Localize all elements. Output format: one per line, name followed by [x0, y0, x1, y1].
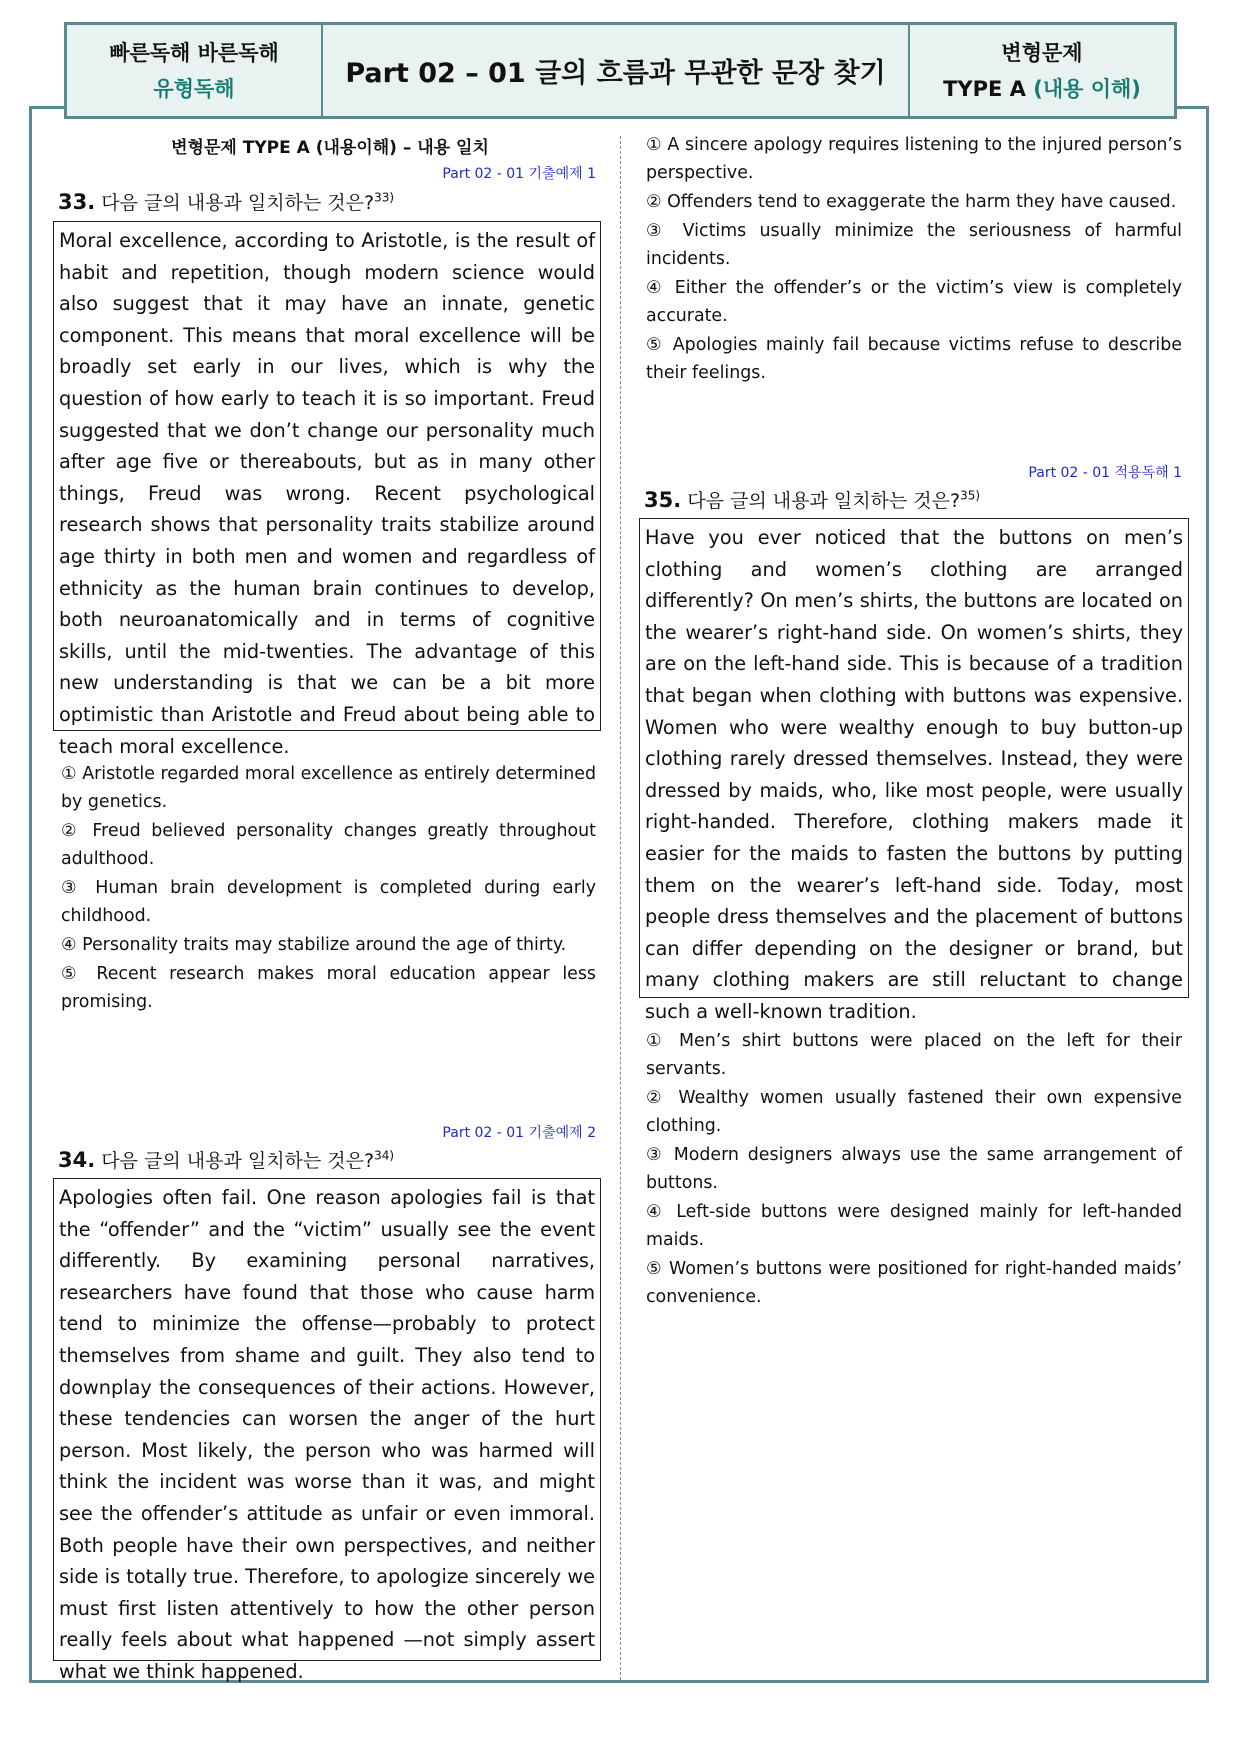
q33-option-2[interactable]: ② Freud believed personality changes greatly throughout adulthood. [61, 821, 596, 869]
q35-footnote: 35) [960, 488, 981, 503]
q35-prompt: 다음 글의 내용과 일치하는 것은? [681, 490, 961, 512]
column-divider [620, 136, 621, 1680]
page-title: Part 02 – 01 글의 흐름과 무관한 문장 찾기 [345, 58, 886, 89]
q33-option-1[interactable]: ① Aristotle regarded moral excellence as entirely determined by genetics. [61, 764, 596, 812]
q35-options [646, 1027, 1182, 1312]
q33-options [61, 760, 596, 1017]
q33-option-4[interactable]: ④ Personality traits may stabilize around the age of thirty. [61, 935, 567, 955]
q34-passage: Apologies often fail. One reason apologies fail is that the “offender” and the “victim” usually see the event differently. By examining personal narratives, researchers have found that those who cause harm tend to minimize the offense—probably to protect themselves from shame and guilt. They also tend to downplay the consequences of their actions. However, these tendencies can worsen the anger of the hurt person. Most likely, the person who was harmed will think the incident was worse than it was, and might see the offender’s attitude as unfair or even immoral. Both people have their own perspectives, and neither side is totally true. Therefore, to apologize sincerely we must first listen attentively to how the other person really feels about what happened —not simply assert what we think happened. [53, 1178, 601, 1661]
header-book-subtitle: 유형독해 [153, 76, 235, 101]
q35-reference: Part 02 - 01 적용독해 1 [1028, 465, 1182, 481]
header-type-line [943, 71, 1141, 107]
header-type-desc: (내용 이해) [1033, 76, 1141, 101]
q34-heading [58, 1146, 394, 1173]
q35-option-4[interactable]: ④ Left-side buttons were designed mainly for left-handed maids. [646, 1202, 1182, 1250]
q34-reference: Part 02 - 01 기출예제 2 [442, 1125, 596, 1141]
section-title: 변형문제 TYPE A (내용이해) – 내용 일치 [171, 138, 489, 158]
page-header [64, 22, 1177, 119]
header-title-cell [323, 25, 910, 116]
q33-prompt: 다음 글의 내용과 일치하는 것은? [95, 192, 375, 214]
q35-passage: Have you ever noticed that the buttons on men’s clothing and women’s clothing are arranged differently? On men’s shirts, the buttons are located on the wearer’s right-hand side. On women’s shirts, they are on the left-hand side. This is because of a tradition that began when clothing with buttons was expensive. Women who were wealthy enough to buy button-up clothing rarely dressed themselves. Instead, they were dressed by maids, who, like most people, were usually right-handed. Therefore, clothing makers made it easier for the maids to fasten the buttons by putting them on the wearer’s left-hand side. Today, most people dress themselves and the placement of buttons can differ depending on the designer or brand, but many clothing makers are still reluctant to change such a well-known tradition. [639, 518, 1189, 998]
q34-prompt: 다음 글의 내용과 일치하는 것은? [95, 1150, 375, 1172]
header-book-cell [67, 25, 323, 116]
header-book-title: 빠른독해 바른독해 [109, 40, 279, 65]
header-type-code: TYPE A [943, 76, 1034, 101]
q33-option-5[interactable]: ⑤ Recent research makes moral education appear less promising. [61, 964, 596, 1012]
q34-number: 34. [58, 1148, 96, 1172]
q34-option-4[interactable]: ④ Either the offender’s or the victim’s view is completely accurate. [646, 278, 1182, 326]
header-type-label: 변형문제 [1001, 40, 1083, 65]
q35-option-3[interactable]: ③ Modern designers always use the same arrangement of buttons. [646, 1145, 1182, 1193]
q35-option-5[interactable]: ⑤ Women’s buttons were positioned for right-handed maids’ convenience. [646, 1259, 1182, 1307]
q34-option-2[interactable]: ② Offenders tend to exaggerate the harm they have caused. [646, 192, 1177, 212]
q33-passage: Moral excellence, according to Aristotle, is the result of habit and repetition, though modern science would also suggest that it may have an innate, genetic component. This means that moral excellence will be broadly set early in our lives, which is why the question of how early to teach it is so important. Freud suggested that we don’t change our personality much after age five or thereabouts, but as in many other things, Freud was wrong. Recent psychological research shows that personality traits stabilize around age thirty in both men and women and regardless of ethnicity as the human brain continues to develop, both neuroanatomically and in terms of cognitive skills, until the mid-twenties. The advantage of this new understanding is that we can be a bit more optimistic than Aristotle and Freud about being able to teach moral excellence. [53, 221, 601, 731]
q33-reference: Part 02 - 01 기출예제 1 [442, 166, 596, 182]
q33-heading [58, 188, 394, 215]
q33-option-3[interactable]: ③ Human brain development is completed during early childhood. [61, 878, 596, 926]
q34-options [646, 131, 1182, 388]
q34-option-3[interactable]: ③ Victims usually minimize the seriousness of harmful incidents. [646, 221, 1182, 269]
q35-option-2[interactable]: ② Wealthy women usually fastened their own expensive clothing. [646, 1088, 1182, 1136]
q34-option-1[interactable]: ① A sincere apology requires listening to the injured person’s perspective. [646, 135, 1182, 183]
q33-number: 33. [58, 190, 96, 214]
q34-footnote: 34) [374, 1148, 395, 1163]
q35-heading [644, 486, 980, 513]
q35-number: 35. [644, 488, 682, 512]
header-type-cell [910, 25, 1174, 116]
q33-footnote: 33) [374, 190, 395, 205]
q34-option-5[interactable]: ⑤ Apologies mainly fail because victims refuse to describe their feelings. [646, 335, 1182, 383]
q35-option-1[interactable]: ① Men’s shirt buttons were placed on the left for their servants. [646, 1031, 1182, 1079]
